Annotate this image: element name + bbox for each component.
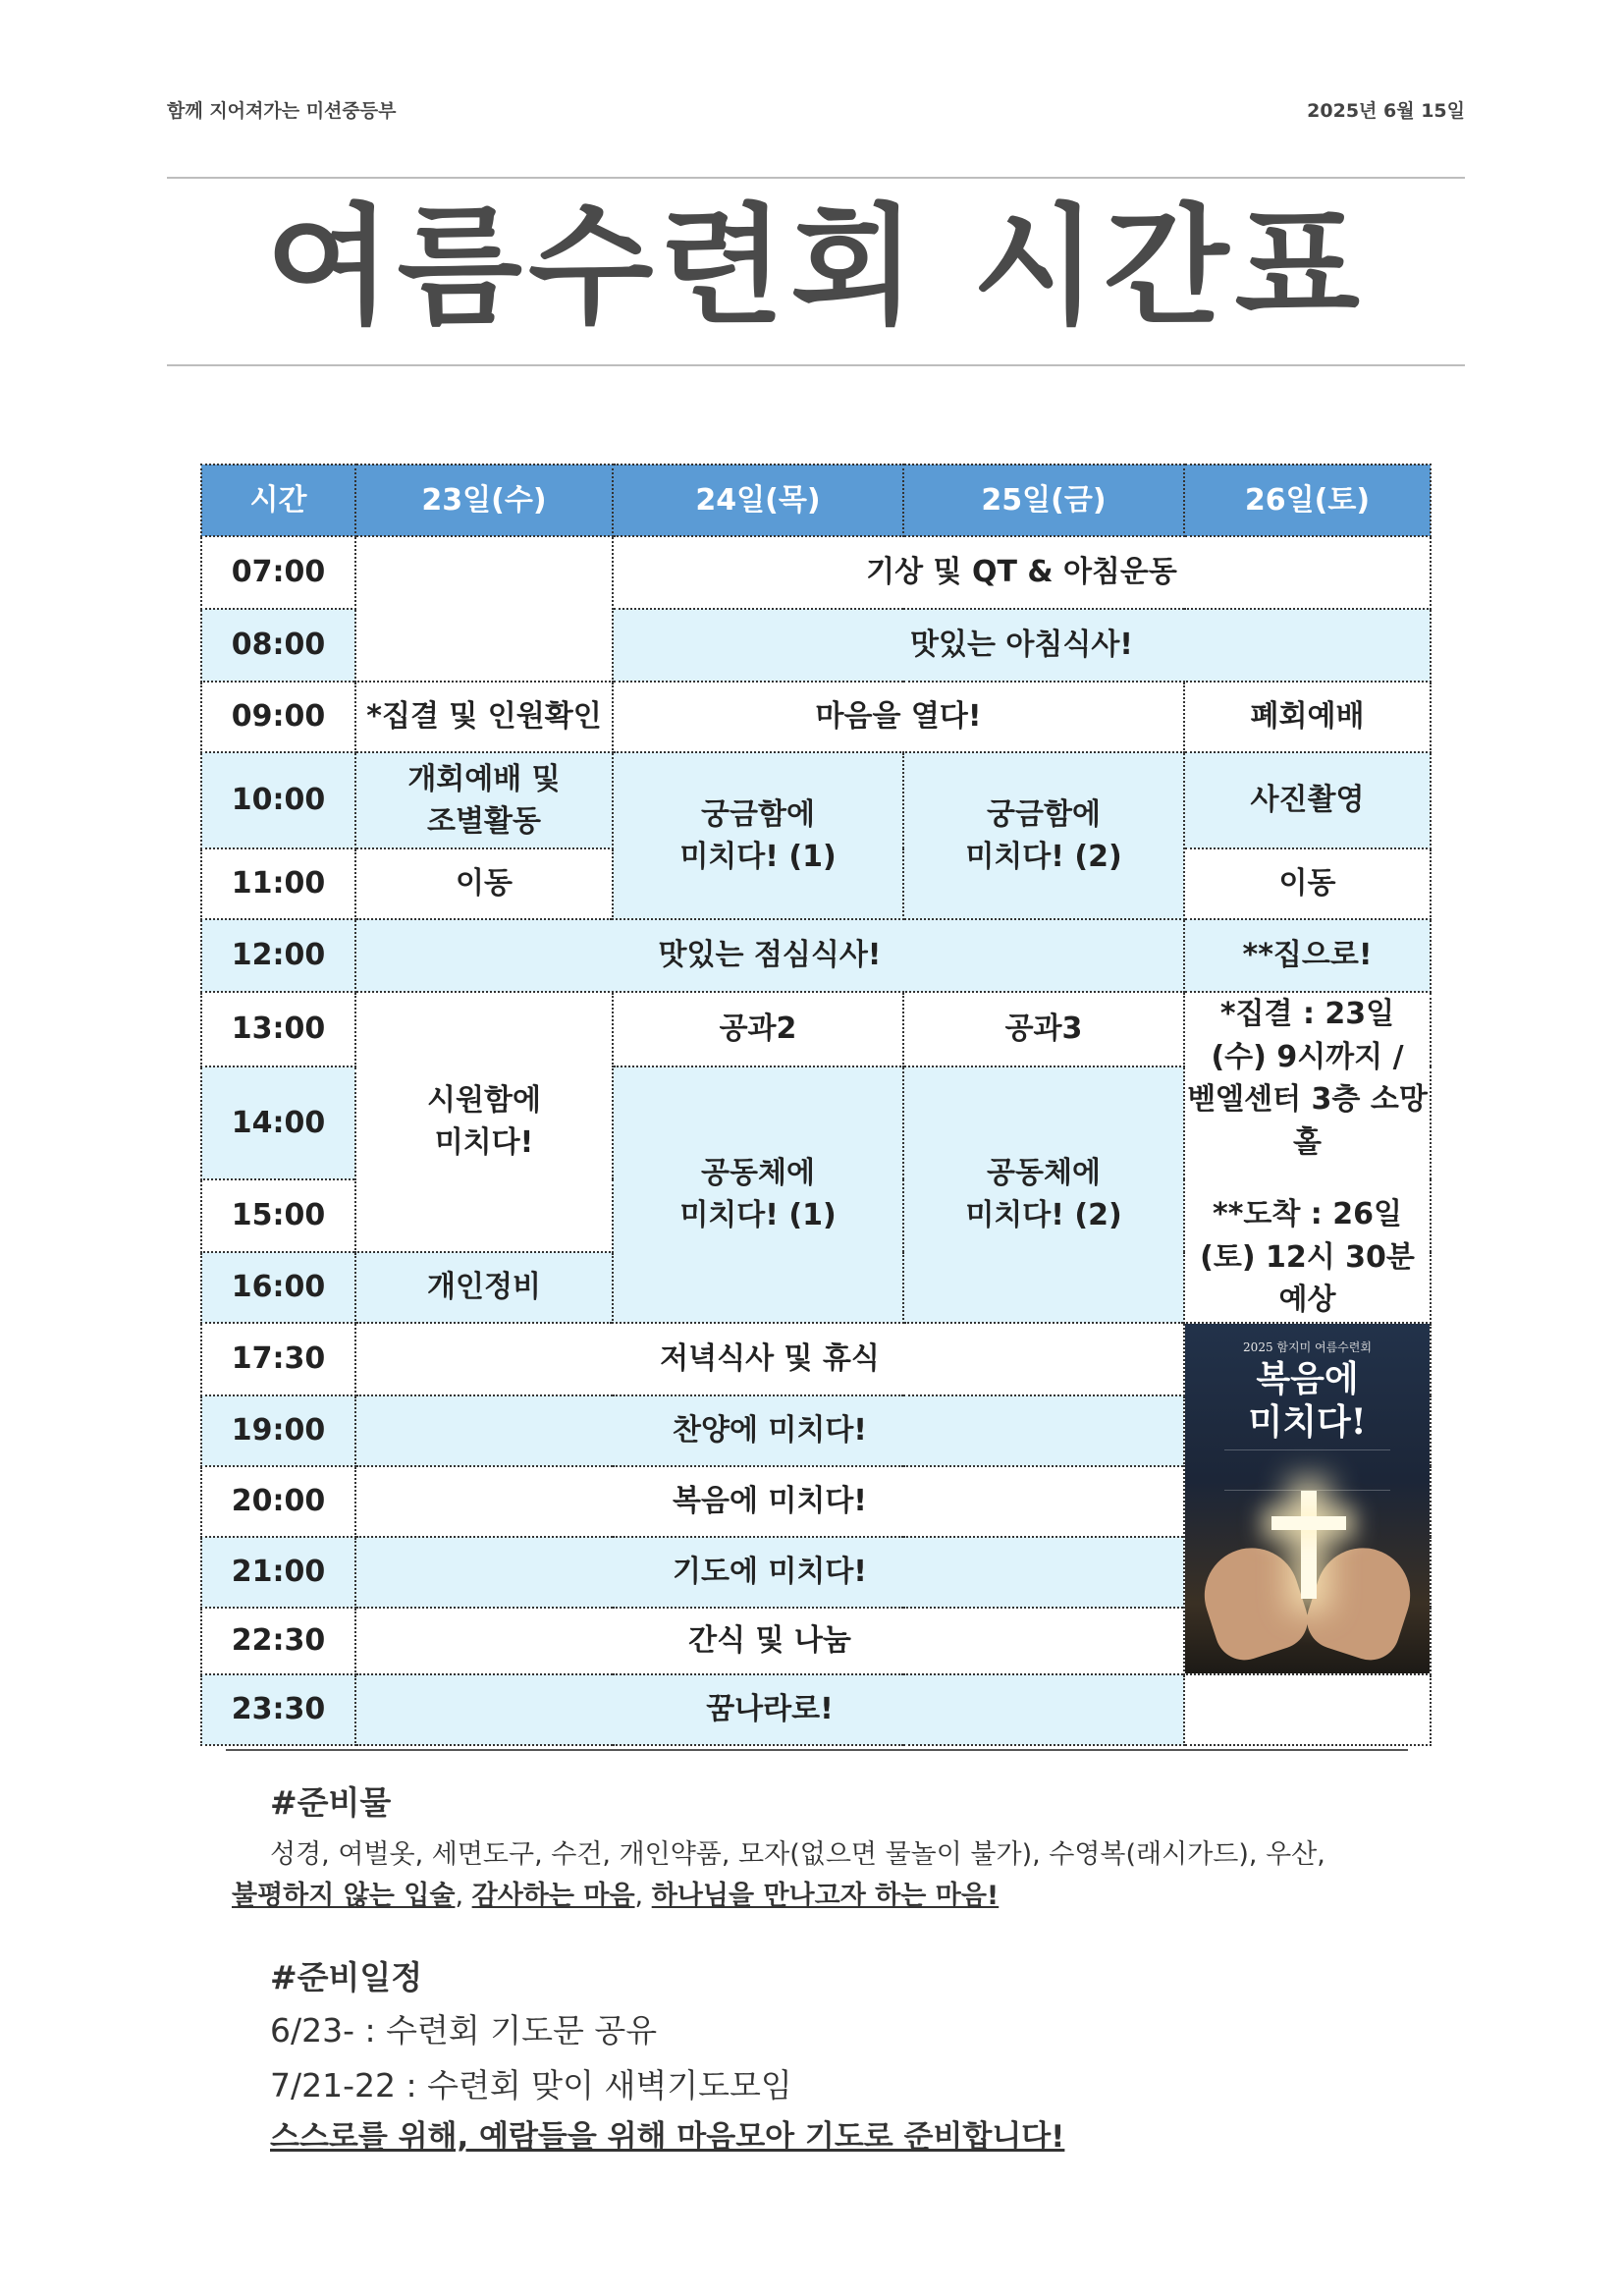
closing-worship-cell: 폐회예배 [1184,682,1431,752]
community-1-cell [613,1066,903,1323]
schedule-table [200,464,1432,1746]
community-1-line-2: 미치다! (1) [679,1198,837,1233]
time-cell: 21:00 [201,1537,355,1608]
schedule-line-2: 7/21-22 : 수련회 맞이 새벽기도모임 [270,2066,792,2105]
community-2-line-1: 공동체에 [987,1155,1101,1190]
top-rule [167,177,1465,179]
poster-subtitle: 2025 함지미 여름수련회 [1243,1339,1372,1354]
cool-line-2: 미치다! [434,1125,534,1161]
photo-cell: 사진촬영 [1184,752,1431,848]
poster-title [1185,1357,1430,1444]
time-cell: 10:00 [201,752,355,848]
time-cell: 22:30 [201,1608,355,1674]
community-2-line-2: 미치다! (2) [965,1198,1122,1233]
table-row [201,682,1431,752]
snack-cell: 간식 및 나눔 [355,1608,1184,1674]
note-line: (토) 12시 30분 예상 [1200,1239,1415,1317]
cool-cell [355,992,613,1252]
breakfast-cell: 맛있는 아침식사! [613,609,1431,682]
curious-2-line-1: 궁금함에 [987,796,1101,832]
prep-attitude-1: 불평하지 않는 입술 [232,1881,456,1911]
curious-2-line-2: 미치다! (2) [965,840,1122,874]
praise-cell: 찬양에 미치다! [355,1395,1184,1466]
wake-cell: 기상 및 QT & 아침운동 [613,536,1431,609]
header-date: 2025년 6월 15일 [1307,100,1465,122]
time-cell: 17:30 [201,1323,355,1395]
schedule-heading: #준비일정 [270,1958,423,1996]
time-cell: 12:00 [201,919,355,992]
sleep-cell: 꿈나라로! [355,1674,1184,1745]
note-line: (수) 9시까지 / [1211,1039,1404,1074]
comma: , [634,1881,652,1911]
table-row [201,1323,1431,1395]
poster-cell [1184,1323,1431,1674]
header-left: 함께 지어져가는 미션중등부 [167,100,397,122]
prep-attitude-2: 감사하는 마음 [471,1881,635,1911]
cool-line-1: 시원함에 [427,1082,541,1118]
personal-time-cell: 개인정비 [355,1252,613,1323]
time-cell: 20:00 [201,1466,355,1537]
time-cell: 08:00 [201,609,355,682]
poster-title-line-1: 복음에 [1256,1357,1359,1399]
time-cell: 11:00 [201,848,355,919]
time-cell: 15:00 [201,1179,355,1252]
time-cell: 23:30 [201,1674,355,1745]
note-line: **도착 : 26일 [1213,1197,1402,1231]
right-hand-graphic [1299,1535,1422,1667]
gather-cell: *집결 및 인원확인 [355,682,613,752]
gospel-cell: 복음에 미치다! [355,1466,1184,1537]
table-row [201,752,1431,848]
lesson-2-cell: 공과2 [613,992,903,1066]
note-spacer [1185,1164,1430,1193]
section-divider [226,1749,1408,1751]
go-home-cell: **집으로! [1184,919,1431,992]
note-line: *집결 : 23일 [1219,997,1395,1031]
move-cell-23: 이동 [355,848,613,919]
header-day-26: 26일(토) [1184,465,1431,536]
curious-1-cell [613,752,903,919]
time-cell: 09:00 [201,682,355,752]
header-day-25: 25일(금) [903,465,1184,536]
page-title: 여름수련회 시간표 [265,191,1367,343]
dinner-cell: 저녁식사 및 휴식 [355,1323,1184,1395]
opening-line-1: 개회예배 및 [407,761,561,796]
prep-items: 성경, 여벌옷, 세면도구, 수건, 개인약품, 모자(없으면 물놀이 불가), 수영복(래시가드), 우산, [270,1839,1325,1870]
time-cell: 19:00 [201,1395,355,1466]
empty-cell [355,536,613,682]
opening-worship-cell [355,752,613,848]
title-rule [167,364,1465,366]
schedule-closing: 스스로를 위해, 예람들을 위해 마음모아 기도로 준비합니다! [270,2119,1065,2155]
time-cell: 16:00 [201,1252,355,1323]
cross-icon-bar [1271,1516,1346,1530]
lunch-cell: 맛있는 점심식사! [355,919,1184,992]
opening-line-2: 조별활동 [427,804,541,839]
curious-1-line-2: 미치다! (1) [679,840,837,874]
time-cell: 14:00 [201,1066,355,1179]
comma: , [455,1881,472,1911]
table-row [201,992,1431,1066]
retreat-poster [1185,1324,1430,1673]
lesson-3-cell: 공과3 [903,992,1184,1066]
cross-icon [1301,1491,1317,1599]
header-time: 시간 [201,465,355,536]
prep-attitude-3: 하나님을 만나고자 하는 마음! [651,1881,1000,1911]
community-1-line-1: 공동체에 [701,1155,815,1190]
table-row [201,1674,1431,1745]
empty-cell [1184,1674,1431,1745]
time-cell: 07:00 [201,536,355,609]
table-header-row [201,465,1431,536]
prayer-cell: 기도에 미치다! [355,1537,1184,1608]
schedule-line-1: 6/23- : 수련회 기도문 공유 [270,2011,658,2050]
table-row [201,536,1431,609]
move-cell-26: 이동 [1184,848,1431,919]
curious-1-line-1: 궁금함에 [701,796,815,832]
poster-text-lines [1224,1449,1390,1491]
header-day-24: 24일(목) [613,465,903,536]
poster-title-line-2: 미치다! [1248,1400,1367,1443]
table-row [201,919,1431,992]
left-hand-graphic [1192,1535,1315,1667]
community-2-cell [903,1066,1184,1323]
prep-attitudes [232,1874,999,1912]
note-line: 벧엘센터 3층 소망홀 [1187,1082,1428,1160]
open-heart-cell: 마음을 열다! [613,682,1184,752]
header-day-23: 23일(수) [355,465,613,536]
curious-2-cell [903,752,1184,919]
prep-heading: #준비물 [270,1783,392,1822]
time-cell: 13:00 [201,992,355,1066]
note-cell [1184,992,1431,1323]
